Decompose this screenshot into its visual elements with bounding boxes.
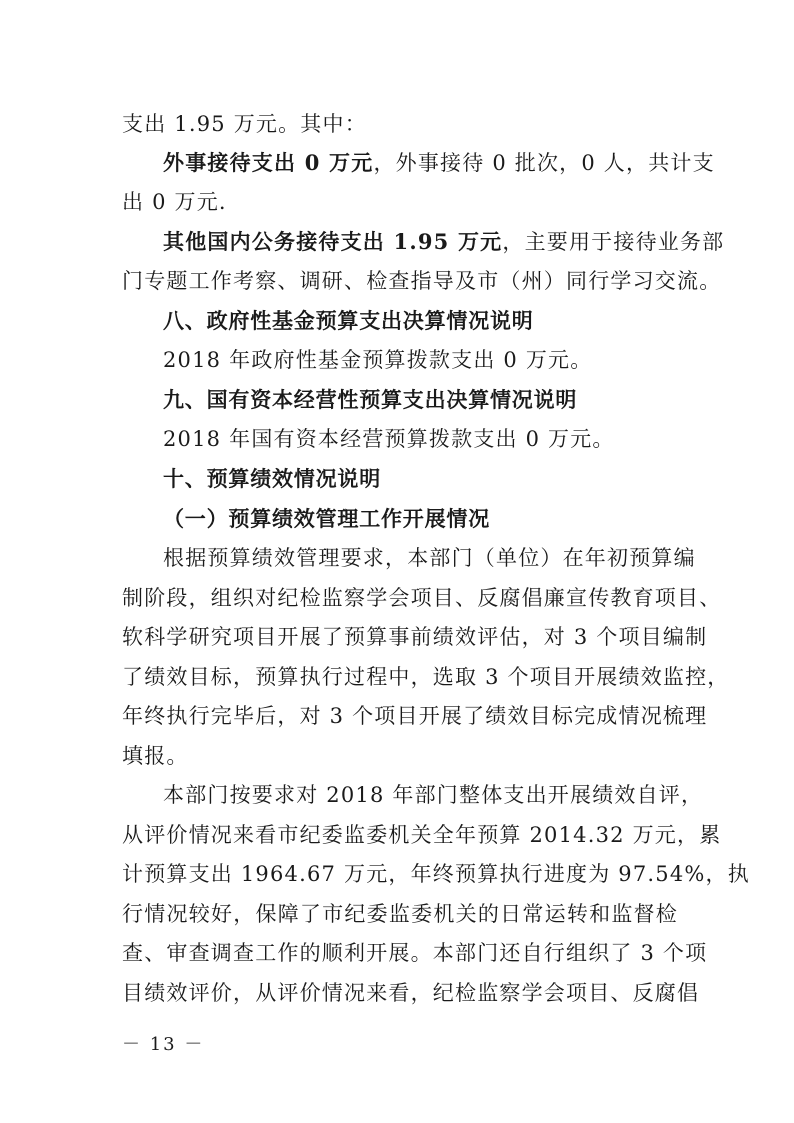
text-line-2 [163,143,715,183]
text-line-19: 从评价情况来看市纪委监委机关全年预算 2014.32 万元，累 [122,823,722,847]
bold-amount: 1.95 [385,229,458,254]
text-line-18: 本部门按要求对 2018 年部门整体支出开展绩效自评， [163,783,704,807]
text-line-4 [163,222,725,262]
text-line-14: 软科学研究项目开展了预算事前绩效评估，对 3 个项目编制 [122,625,708,649]
text-line-15: 了绩效目标，预算执行过程中，选取 3 个项目开展绩效监控， [122,665,730,689]
text-line-17: 填报。 [122,744,189,768]
text-line-16: 年终执行完毕后，对 3 个项目开展了绩效目标完成情况梳理 [122,704,708,728]
bold-label: 外事接待支出 [163,150,297,175]
text-line-9: 2018 年国有资本经营预算拨款支出 0 万元。 [163,427,615,451]
text-line-3: 出 0 万元. [122,190,227,214]
text-line-7: 2018 年政府性基金预算拨款支出 0 万元。 [163,348,593,372]
bold-amount: 0 [296,150,330,175]
line-rest: ，主要用于接待业务部 [502,230,725,254]
text-line-12: 根据预算绩效管理要求，本部门（单位）在年初预算编 [163,546,696,570]
bold-label: 其他国内公务接待支出 [163,229,385,254]
text-line-1: 支出 1.95 万元。其中： [122,112,367,136]
bold-unit: 万元 [457,229,503,254]
text-line-13: 制阶段，组织对纪检监察学会项目、反腐倡廉宣传教育项目、 [122,586,722,610]
section-heading-8: 八、政府性基金预算支出决算情况说明 [163,309,534,333]
section-heading-9: 九、国有资本经营性预算支出决算情况说明 [163,388,578,412]
text-line-5: 门专题工作考察、调研、检查指导及市（州）同行学习交流。 [122,269,722,293]
text-line-22: 查、审查调查工作的顺利开展。本部门还自行组织了 3 个项 [122,941,708,965]
text-line-21: 行情况较好，保障了市纪委监委机关的日常运转和监督检 [122,902,678,926]
sub-heading-1: （一）预算绩效管理工作开展情况 [163,506,490,531]
text-line-23: 目绩效评价，从评价情况来看，纪检监察学会项目、反腐倡 [122,981,700,1005]
section-heading-10: 十、预算绩效情况说明 [163,467,381,491]
text-line-20: 计预算支出 1964.67 万元，年终预算执行进度为 97.54%，执 [122,862,750,886]
line-rest: ，外事接待 0 批次，0 人，共计支 [373,151,715,175]
page-number: － 13 － [122,1034,205,1055]
bold-unit: 万元 [329,150,374,175]
